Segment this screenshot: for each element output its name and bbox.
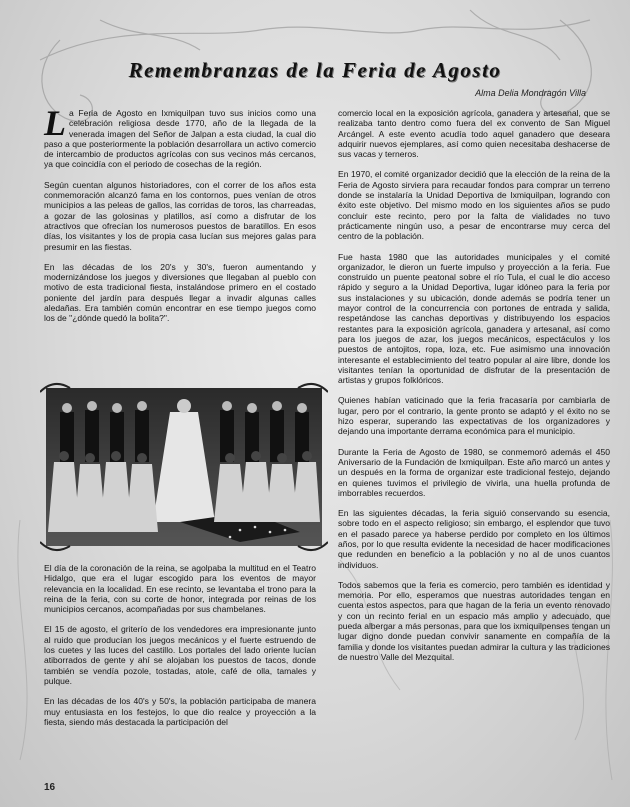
- paragraph: Fue hasta 1980 que las autoridades municipales y el comité organizador, le dieron un fuerte impulso y proyección a la feria. Fue construido un puente peatonal sobre el río Tula, el cual le dio acceso rápido y seguro a la Unidad Deportiva, lugar idóneo para la feria por sus instalaciones y su ubicación, donde además se podría tener un mayor control de la concurrencia con portones de entrada y salida, respetándose las canchas deportivas y distribuyendo los espacios restantes para la exposición agrícola, ganadera y artesanal, así como para los juegos de azar, los juegos mecánicos, espectáculos y los puestos de antojitos, ropa, loza, etc. Fue asimismo una innovación interesante el establecimiento del teatro popular al aire libre, donde los visitantes tenían la oportunidad de disfrutar de la presentación de artistas y grupos folklóricos.: [338, 251, 610, 386]
- paragraph: En las décadas de los 40's y 50's, la población participaba de manera muy entusiasta en los festejos, lo que dio realce y proyección a la fiesta, siendo más destacada la participación del: [44, 696, 316, 727]
- page-number: 16: [44, 782, 56, 793]
- paragraph: Todos sabemos que la feria es comercio, pero también es identidad y memoria. Por ello, esperamos que nuestras autoridades tengan en cuenta estos aspectos, para que hagan de la feria un evento renovado y con un recinto ferial en un espacio más amplio y adecuado, que pueda albergar a más personas, para que los ixmiquilpenses tengan un lugar digno donde puedan convivir sanamente en compañía de la familia y donde los visitantes puedan admirar la cultura y las tradiciones de nuestro Valle del Mezquital.: [338, 579, 610, 662]
- paragraph: El 15 de agosto, el griterío de los vendedores era impresionante junto al ruido que producían los juegos mecánicos y el fuerte estruendo de los cuetes y las luces del castillo. Los portales del lado oriente lucían atiborrados de gente y ahí se alojaban los puestos de tacos, donde también se vendía pozole, tostadas, atole, café de olla, tamales y pulque.: [44, 624, 316, 686]
- author-byline: Alma Delia Mondragón Villa: [475, 88, 586, 98]
- right-column: [338, 108, 610, 672]
- coronation-photo: [40, 382, 328, 552]
- paragraph: Durante la Feria de Agosto de 1980, se conmemoró además el 450 Aniversario de la Fundación de Ixmiquilpan. Este año marcó un antes y un después en la forma de organizar este tradicional festejo, dejando en quienes tuvimos el privilegio de vivirla, una huella profunda de imborrables recuerdos.: [338, 446, 610, 498]
- paragraph: [44, 103, 316, 170]
- paragraph: En las siguientes décadas, la feria siguió conservando su esencia, sobre todo en el aspecto religioso; sin embargo, el esplendor que tuvo en el pasado parece ya haberse perdido por completo en los últimos años, por lo que resulta evidente la necesidad de hacer modificaciones que redunden en beneficio a la población y no al de unos cuantos individuos.: [338, 508, 610, 570]
- photo-icon: [40, 382, 328, 552]
- paragraph: El día de la coronación de la reina, se agolpaba la multitud en el Teatro Hidalgo, que era el lugar escogido para los eventos de mayor relevancia en la localidad. En ese recinto, se levantaba el trono para la reina de la feria, con su corte de honor, integrada por reinas de los municipios cercanos, acompañadas por sus chambelanes.: [44, 563, 316, 615]
- left-column-top: [44, 103, 316, 334]
- left-column-bottom: [44, 563, 316, 737]
- paragraph: Quienes habían vaticinado que la feria fracasaría por cambiarla de lugar, pero por el contrario, la gente pronto se adaptó y el éxito no se hizo esperar, superando las expectativas de los organizadores y dejando una importante derrama económica para el municipio.: [338, 395, 610, 437]
- paragraph: comercio local en la exposición agrícola, ganadera y artesanal, que se realizaba tanto dentro como fuera del ex convento de San Miguel Arcángel. A este evento acudía todo aquel ganadero que deseara adquirir nuevos ejemplares, así como quien necesitaba deshacerse de sus vacas y terneros.: [338, 108, 610, 160]
- drop-cap: L: [44, 103, 66, 143]
- paragraph: En 1970, el comité organizador decidió que la elección de la reina de la Feria de Agosto sirviera para recaudar fondos para comprar un terreno donde se instalaría la Unidad Deportiva de Ixmiquilpan, logrando con éxito este objetivo. Del mismo modo en los siguientes años se pudo concluir este recinto, pero por la falta de vialidades no tuvo prácticamente ningún uso, a pesar de encontrarse muy cerca del centro de la población.: [338, 169, 610, 242]
- paragraph: En las décadas de los 20's y 30's, fueron aumentando y modernizándose los juegos y diversiones que llegaban al pueblo con motivo de esta tradicional fiesta, instalándose primero en el costado poniente del jardín para después llegar a invadir algunas calles aledañas. Era también común encontrar en ese tiempo juegos como los de "¿dónde quedó la bolita?".: [44, 261, 316, 324]
- article-title: Remembranzas de la Feria de Agosto: [128, 58, 502, 82]
- paragraph: Según cuentan algunos historiadores, con el correr de los años esta conmemoración alcanzó fama en los contornos, pues venían de otros municipios a las peleas de gallos, las corridas de toros, las charreadas, a gozar de las golosinas y platillos, así como a disfrutar de los atractivos que ofrecían los numerosos puestos de baratillos. En esos días, los visitantes y los de propia casa lucían sus mejores galas para presumir en las fiestas.: [44, 179, 316, 252]
- paragraph-text: a Feria de Agosto en Ixmiquilpan tuvo sus inicios como una celebración religiosa desde 1770, año de la llegada de la venerada imagen del Señor de Jalpan a esta ciudad, la cual dio paso a que posteriormente la población desarrollara un activo comercio de intercambio de productos agrícolas con sus vecinos más cercanos, ya que coincidía con el periodo de cosechas de la región.: [44, 108, 316, 170]
